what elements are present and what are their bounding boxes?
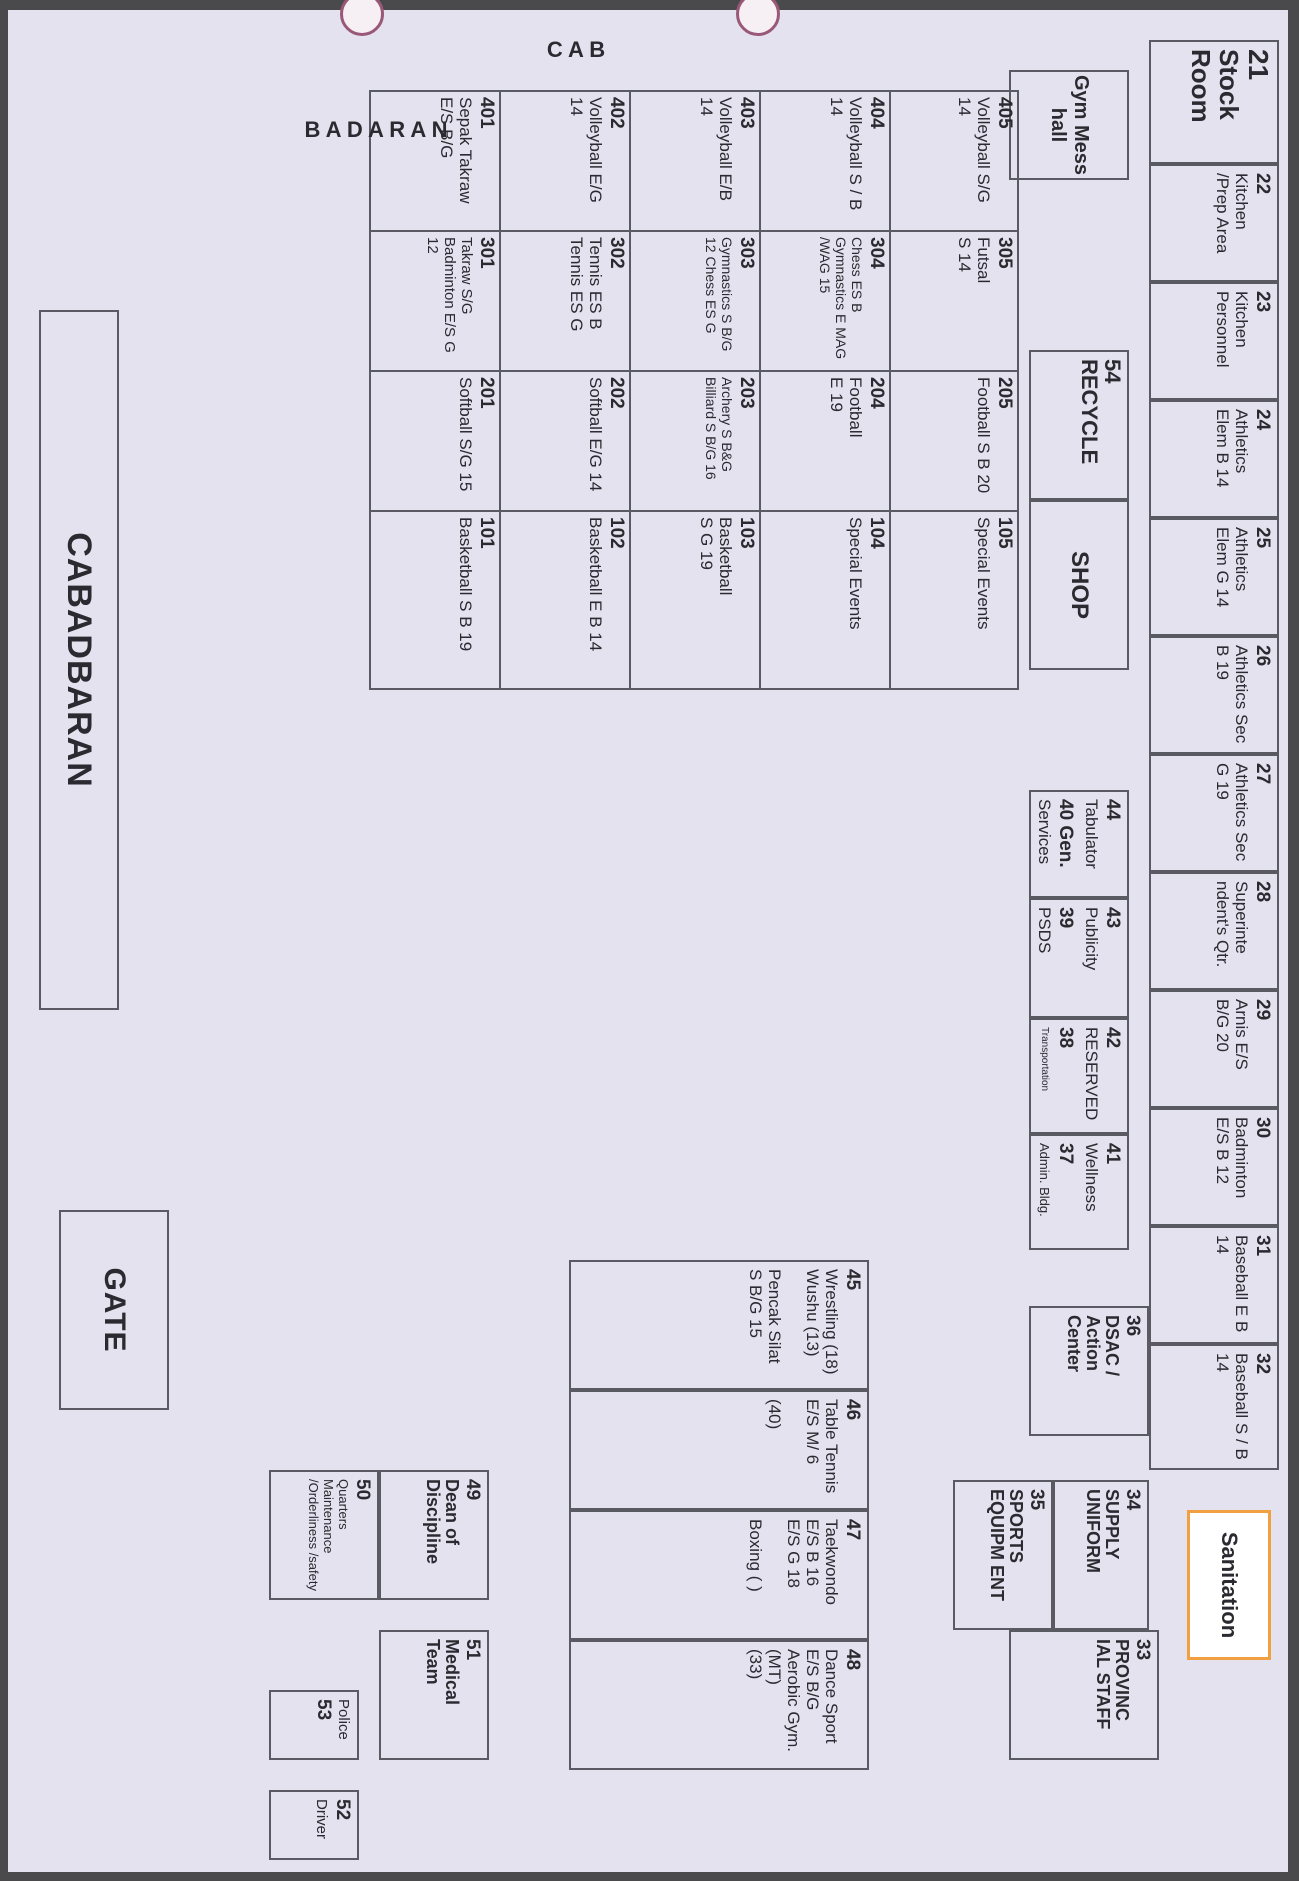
- sanitation-box: Sanitation: [1187, 1510, 1271, 1660]
- grid-line: [499, 90, 501, 690]
- gym-mess-hall: Gym Mess hall: [1009, 70, 1129, 180]
- room-203: 203 Archery S B&G Billiard S B/G 16: [703, 377, 757, 480]
- room-404: 404 Volleyball S / B 14: [827, 97, 887, 211]
- shop: SHOP: [1029, 500, 1129, 670]
- room-303: 303 Gymnastics S B/G 12 Chess ES G: [703, 237, 757, 352]
- room-23: 23 Kitchen Personnel: [1149, 282, 1279, 400]
- room-403: 403 Volleyball E/B 14: [697, 97, 757, 201]
- room-47: 47 Taekwondo E/S B 16 E/S G 18 Boxing ( ): [569, 1510, 869, 1640]
- room-46: 46 Table Tennis E/S M/ 6 (40): [569, 1390, 869, 1510]
- room-202: 202 Softball E/G 14: [586, 377, 627, 492]
- room-205: 205 Football S B 20: [974, 377, 1015, 494]
- grid-line: [369, 230, 1019, 232]
- side-lettering-top: C A B: [546, 37, 606, 62]
- room-53: Police 53: [269, 1690, 359, 1760]
- grid-line: [889, 90, 891, 690]
- room-52: 52 Driver: [269, 1790, 359, 1860]
- room-29: 29 Arnis E/S B/G 20: [1149, 990, 1279, 1108]
- room-201: 201 Softball S/G 15: [456, 377, 497, 492]
- room-50: 50 Quarters Maintenance /Orderliness /safety: [269, 1470, 379, 1600]
- room-302: 302 Tennis ES B Tennis ES G: [567, 237, 627, 332]
- room-204: 204 Football E 19: [827, 377, 887, 438]
- room-21: [1149, 40, 1279, 164]
- room-26: 26 Athletics Sec B 19: [1149, 636, 1279, 754]
- grid-line: [629, 90, 631, 690]
- room-48: 48 Dance Sport E/S B/G Aerobic Gym. (MT) (33): [569, 1640, 869, 1770]
- room-402: 402 Volleyball E/G 14: [567, 97, 627, 203]
- room-35: 35 SPORTS EQUIPM ENT: [953, 1480, 1053, 1630]
- room-41-37: 41 Wellness 37 Admin. Bldg.: [1029, 1134, 1129, 1250]
- room-54: 54 RECYCLE: [1029, 350, 1129, 500]
- venue-map: [9, 10, 1289, 1872]
- room-number: 21: [1243, 49, 1274, 81]
- room-105: 105 Special Events: [974, 517, 1015, 630]
- grid-line: [759, 90, 761, 690]
- room-42-38: 42 RESERVED 38 Transportation: [1029, 1018, 1129, 1134]
- room-102: 102 Basketball E B 14: [586, 517, 627, 652]
- room-44-40: 44 Tabulator 40 Gen. Services: [1029, 790, 1129, 898]
- room-28: 28 Superinte ndent's Qtr.: [1149, 872, 1279, 990]
- grid-line: [369, 370, 1019, 372]
- room-304: 304 Chess ES B Gymnastics E MAG /WAG 15: [817, 237, 887, 360]
- cabadbaran-banner: CABADBARAN: [39, 310, 119, 1010]
- room-30: 30 Badminton E/S B 12: [1149, 1108, 1279, 1226]
- room-104: 104 Special Events: [846, 517, 887, 630]
- room-34: 34 SUPPLY UNIFORM: [1053, 1480, 1149, 1630]
- room-27: 27 Athletics Sec G 19: [1149, 754, 1279, 872]
- room-36: 36 DSAC / Action Center: [1029, 1306, 1149, 1436]
- side-lettering-bottom: B A D A R A N: [304, 117, 448, 142]
- room-43-39: 43 Publicity 39 PSDS: [1029, 898, 1129, 1018]
- room-32: 32 Baseball S / B 14: [1149, 1344, 1279, 1470]
- room-24: 24 Athletics Elem B 14: [1149, 400, 1279, 518]
- room-103: 103 Basketball S G 19: [697, 517, 757, 596]
- grid-line: [369, 510, 1019, 512]
- room-401: 401 Sepak Takraw E/S B/G: [437, 97, 497, 204]
- room-33: 33 PROVINC IAL STAFF: [1009, 1630, 1159, 1760]
- room-101: 101 Basketball S B 19: [456, 517, 497, 652]
- room-51: 51 Medical Team: [379, 1630, 489, 1760]
- room-305: 305 Futsal S 14: [955, 237, 1015, 284]
- room-45: 45 Wrestling (18) Wushu (13) Pencak Silat S B/G 15: [569, 1260, 869, 1390]
- gate: GATE: [59, 1210, 169, 1410]
- room-301: 301 Takraw S/G Badminton E/S G 12: [424, 237, 497, 353]
- room-25: 25 Athletics Elem G 14: [1149, 518, 1279, 636]
- room-22: 22 Kitchen /Prep Area: [1149, 164, 1279, 282]
- room-49: 49 Dean of Discipline: [379, 1470, 489, 1600]
- room-31: 31 Baseball E B 14: [1149, 1226, 1279, 1344]
- room-405: 405 Volleyball S/G 14: [955, 97, 1015, 203]
- room-name: Stock Room: [1186, 49, 1244, 123]
